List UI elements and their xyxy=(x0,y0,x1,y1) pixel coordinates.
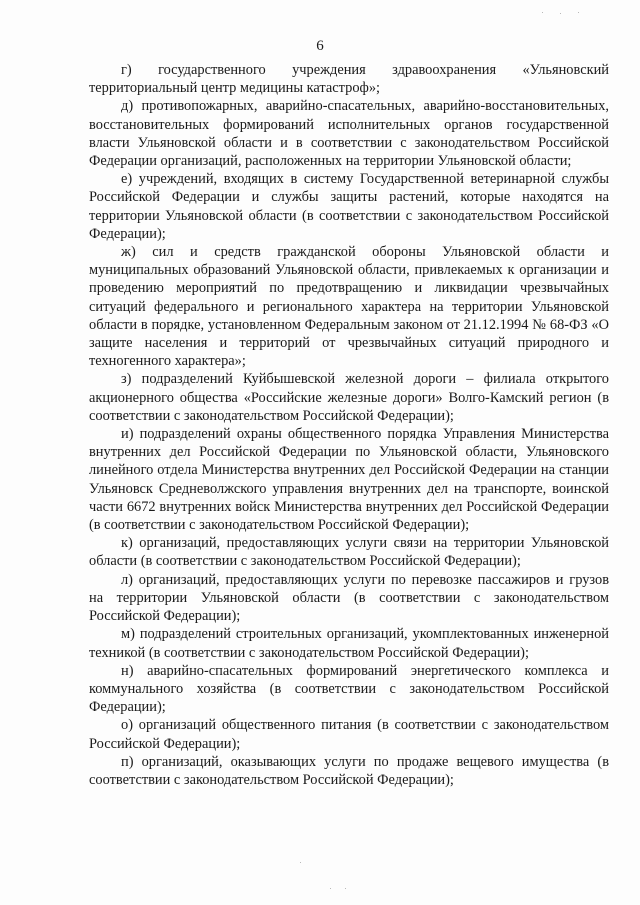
page-number: 6 xyxy=(316,38,324,54)
paragraph-l: л) организаций, предоставляющих услуги по перевозке пассажиров и грузов на территории Ульяновской области (в соответствии с законодательством Российской Федерации); xyxy=(89,571,609,625)
paragraph-e: е) учреждений, входящих в систему Государственной ветеринарной службы Российской Федерации и службы защиты растений, которые находятся на территории Ульяновской области (в соответствии с законодательством Российской Федерации); xyxy=(89,171,609,242)
paragraph-zh: ж) сил и средств гражданской обороны Ульяновской области и муниципальных образований Ульяновской области, привлекаемых к организации и проведению мероприятий по предотвращению и ликвидации чрезвычайных ситуаций федерального и регионального характера на территории Ульяновской области в порядке, установленном Федеральным законом от 21.12.1994 № 68-ФЗ «О защите населения и территорий от чрезвычайных ситуаций природного и техногенного характера»; xyxy=(89,244,609,370)
paragraph-k: к) организаций, предоставляющих услуги связи на территории Ульяновской области (в соответствии с законодательством Российской Федерации); xyxy=(89,535,609,570)
paragraph-i: и) подразделений охраны общественного порядка Управления Министерства внутренних дел Российской Федерации по Ульяновской области, Ульяновского линейного отдела Министерства внутренних дел Российской Федерации на станции Ульяновск Средневолжского управления внутренних дел на транспорте, воинской части 6672 внутренних войск Министерства внутренних дел Российской Федерации (в соответствии с законодательством Российской Федерации); xyxy=(89,426,609,534)
scan-speck xyxy=(345,888,346,889)
paragraph-m: м) подразделений строительных организаций, укомплектованных инженерной техникой (в соответствии с законодательством Российской Федерации); xyxy=(89,626,609,661)
scan-speck xyxy=(542,12,543,13)
scan-speck xyxy=(560,13,561,14)
paragraph-g: г) государственного учреждения здравоохранения «Ульяновский территориальный центр медицины катастроф»; xyxy=(89,62,609,97)
scan-speck xyxy=(330,888,331,889)
paragraph-p: п) организаций, оказывающих услуги по продаже вещевого имущества (в соответствии с законодательством Российской Федерации); xyxy=(89,753,609,788)
paragraph-d: д) противопожарных, аварийно-спасательных, аварийно-восстановительных, восстановительных формирований исполнительных органов государственной власти Ульяновской области и в соответствии с законодательством Российской Федерации организаций, расположенных на территории Ульяновской области; xyxy=(89,98,609,170)
paragraph-z: з) подразделений Куйбышевской железной дороги – филиала открытого акционерного общества «Российские железные дороги» Волго-Камский регион (в соответствии с законодательством Российской Федерации); xyxy=(89,371,609,424)
document-body xyxy=(89,61,609,789)
paragraph-n: н) аварийно-спасательных формирований энергетического комплекса и коммунального хозяйства (в соответствии с законодательством Российской Федерации); xyxy=(89,662,609,716)
paragraph-o: о) организаций общественного питания (в соответствии с законодательством Российской Федерации); xyxy=(89,717,609,752)
scan-speck xyxy=(300,862,301,863)
scan-speck xyxy=(578,12,579,13)
